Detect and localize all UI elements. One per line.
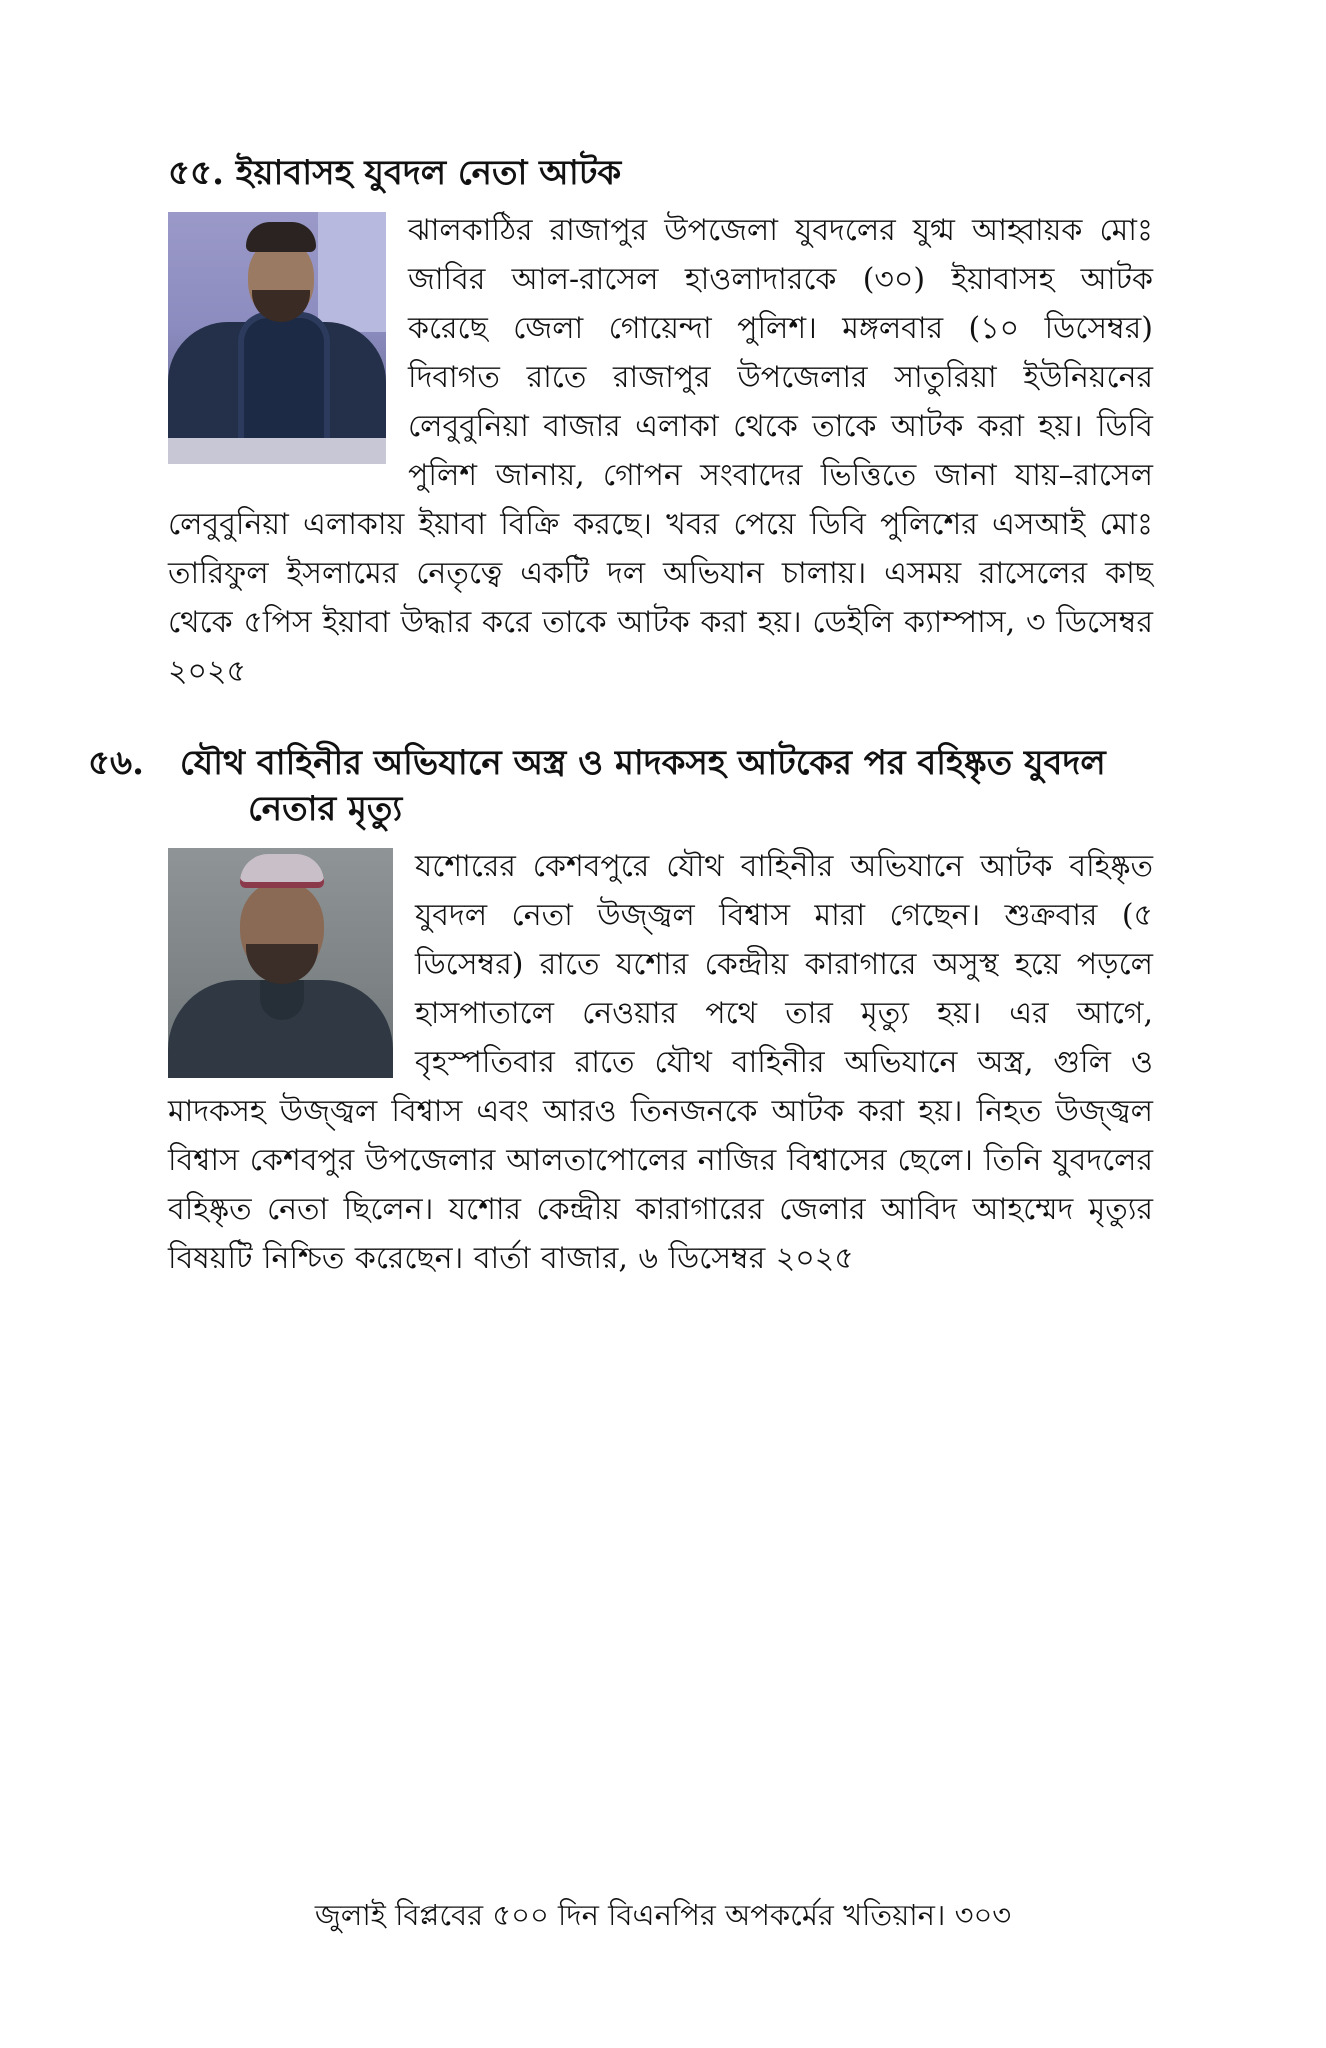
article-55 <box>168 150 1153 696</box>
photo-man-with-cap <box>168 848 393 1078</box>
article-number: ৫৫. <box>168 153 224 193</box>
photo-man-with-scarf <box>168 212 386 464</box>
article-title: ইয়াবাসহ যুবদল নেতা আটক <box>235 153 622 193</box>
article-title: যৌথ বাহিনীর অভিযানে অস্ত্র ও মাদকসহ আটকের পর বহিষ্কৃত যুবদল নেতার মৃত্যু <box>179 743 1106 829</box>
article-56 <box>88 740 1153 1283</box>
article-body: যশোরের কেশবপুরে যৌথ বাহিনীর অভিযানে আটক বহিষ্কৃত যুবদল নেতা উজ্জ্বল বিশ্বাস মারা গেছেন। শুক্রবার (৫ ডিসেম্বর) রাতে যশোর কেন্দ্রীয় কারাগারে অসুস্থ হয়ে পড়লে হাসপাতালে নেওয়ার পথে তার মৃত্যু হয়। এর আগে, বৃহস্পতিবার রাতে যৌথ বাহিনীর অভিযানে অস্ত্র, গুলি ও মাদকসহ উজ্জ্বল বিশ্বাস এবং আরও তিনজনকে আটক করা হয়। নিহত উজ্জ্বল বিশ্বাস কেশবপুর উপজেলার আলতাপোলের নাজির বিশ্বাসের ছেলে। তিনি যুবদলের বহিষ্কৃত নেতা ছিলেন। যশোর কেন্দ্রীয় কারাগারের জেলার আবিদ আহম্মেদ মৃত্যুর বিষয়টি নিশ্চিত করেছেন। বার্তা বাজার, ৬ ডিসেম্বর ২০২৫ <box>168 849 1153 1276</box>
article-body: ঝালকাঠির রাজাপুর উপজেলা যুবদলের যুগ্ম আহ্বায়ক মোঃ জাবির আল-রাসেল হাওলাদারকে (৩০) ইয়াবাসহ আটক করেছে জেলা গোয়েন্দা পুলিশ। মঙ্গলবার (১০ ডিসেম্বর) দিবাগত রাতে রাজাপুর উপজেলার সাতুরিয়া ইউনিয়নের লেবুবুনিয়া বাজার এলাকা থেকে তাকে আটক করা হয়। ডিবি পুলিশ জানায়, গোপন সংবাদের ভিত্তিতে জানা যায়–রাসেল লেবুবুনিয়া এলাকায় ইয়াবা বিক্রি করছে। খবর পেয়ে ডিবি পুলিশের এসআই মোঃ তারিফুল ইসলামের নেতৃত্বে একটি দল অভিযান চালায়। এসময় রাসেলের কাছ থেকে ৫পিস ইয়াবা উদ্ধার করে তাকে আটক করা হয়। ডেইলি ক্যাম্পাস, ৩ ডিসেম্বর ২০২৫ <box>168 213 1153 689</box>
article-heading <box>168 150 1153 196</box>
page-footer: জুলাই বিপ্লবের ৫০০ দিন বিএনপির অপকর্মের খতিয়ান। ৩০৩ <box>314 1898 1012 1932</box>
article-heading: ৫৬. যৌথ বাহিনীর অভিযানে অস্ত্র ও মাদকসহ আটকের পর বহিষ্কৃত যুবদল নেতার মৃত্যু <box>88 743 1106 829</box>
